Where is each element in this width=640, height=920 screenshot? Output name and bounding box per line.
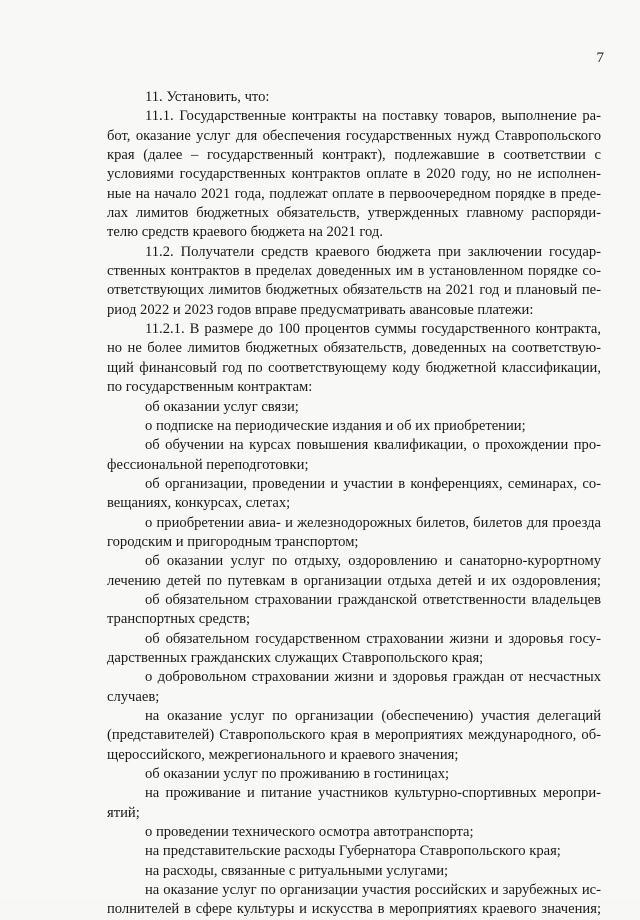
document-body — [107, 88, 601, 920]
text-line: об обязательном государственном страховании жизни и здоровья госу- — [145, 630, 601, 647]
text-line: на проживание и питание участников культурно-спортивных меропри- — [145, 785, 601, 802]
text-line: лечению детей по путевкам в организации отдыха детей и их оздоровления; — [107, 572, 601, 589]
text-line: городским и пригородным транспортом; — [107, 533, 359, 550]
text-line: об оказании услуг по проживанию в гостиницах; — [145, 766, 450, 783]
text-line: полнителей в сфере культуры и искусства в мероприятиях краевого значения; — [107, 901, 601, 918]
text-line: условиями государственных контрактов оплате в 2020 году, но не исполнен- — [107, 166, 601, 183]
text-line: ственных контрактов в пределах доведенных им в установленном порядке со- — [107, 263, 601, 280]
text-line: о проведении технического осмотра автотранспорта; — [145, 824, 474, 841]
page-number: 7 — [596, 50, 604, 66]
text-line: ные на начало 2021 года, подлежат оплате в первоочередном порядке в преде- — [107, 185, 601, 202]
text-line: лах лимитов бюджетных обязательств, утвержденных главному распоряди- — [107, 205, 601, 222]
text-line: об оказании услуг связи; — [145, 398, 299, 415]
text-line: о добровольном страховании жизни и здоровья граждан от несчастных — [145, 669, 601, 686]
text-line: бот, оказание услуг для обеспечения государственных нужд Ставропольского — [107, 127, 601, 144]
text-line: щероссийского, межрегионального и краевого значения; — [107, 746, 459, 763]
text-line: 11.1. Государственные контракты на поставку товаров, выполнение ра- — [145, 108, 601, 125]
text-line: фессиональной переподготовки; — [107, 456, 309, 473]
text-line: об обучении на курсах повышения квалификации, о прохождении про- — [145, 437, 601, 454]
text-line: но не более лимитов бюджетных обязательств, доведенных на соответствую- — [107, 340, 601, 357]
text-line: о приобретении авиа- и железнодорожных билетов, билетов для проезда — [145, 514, 601, 531]
text-line: об организации, проведении и участии в конференциях, семинарах, со- — [145, 475, 601, 492]
text-line: (представителей) Ставропольского края в мероприятиях международного, об- — [107, 727, 601, 744]
text-line: щий финансовый год по соответствующему коду бюджетной классификации, — [107, 359, 601, 376]
text-line: 11.2.1. В размере до 100 процентов суммы государственного контракта, — [145, 321, 601, 338]
text-line: вещаниях, конкурсах, слетах; — [107, 495, 291, 512]
text-line: ятий; — [107, 804, 140, 821]
text-line: на оказание услуг по организации участия российских и зарубежных ис- — [145, 882, 601, 899]
text-line: 11.2. Получатели средств краевого бюджета при заключении государ- — [145, 243, 601, 260]
text-line: по государственным контрактам: — [107, 379, 313, 396]
text-line: дарственных гражданских служащих Ставропольского края; — [107, 649, 484, 666]
text-line: транспортных средств; — [107, 611, 251, 628]
text-line: риод 2022 и 2023 годов вправе предусматривать авансовые платежи: — [107, 301, 534, 318]
text-line: об обязательном страховании гражданской ответственности владельцев — [145, 591, 601, 608]
text-line: об оказании услуг по отдыху, оздоровлению и санаторно-курортному — [145, 553, 601, 570]
text-line: 11. Установить, что: — [145, 89, 270, 105]
text-line: случаев; — [107, 688, 160, 705]
text-line: на представительские расходы Губернатора Ставропольского края; — [145, 843, 561, 860]
text-line: на расходы, связанные с ритуальными услугами; — [145, 862, 449, 879]
text-line: о подписке на периодические издания и об их приобретении; — [145, 417, 526, 434]
text-line: края (далее – государственный контракт), подлежавшие в соответствии с — [107, 147, 601, 164]
text-line: ответствующих лимитов бюджетных обязательств на 2021 год и плановый пе- — [107, 282, 601, 299]
text-line: телю средств краевого бюджета на 2021 год. — [107, 224, 383, 241]
text-line: на оказание услуг по организации (обеспечению) участия делегаций — [145, 708, 601, 724]
